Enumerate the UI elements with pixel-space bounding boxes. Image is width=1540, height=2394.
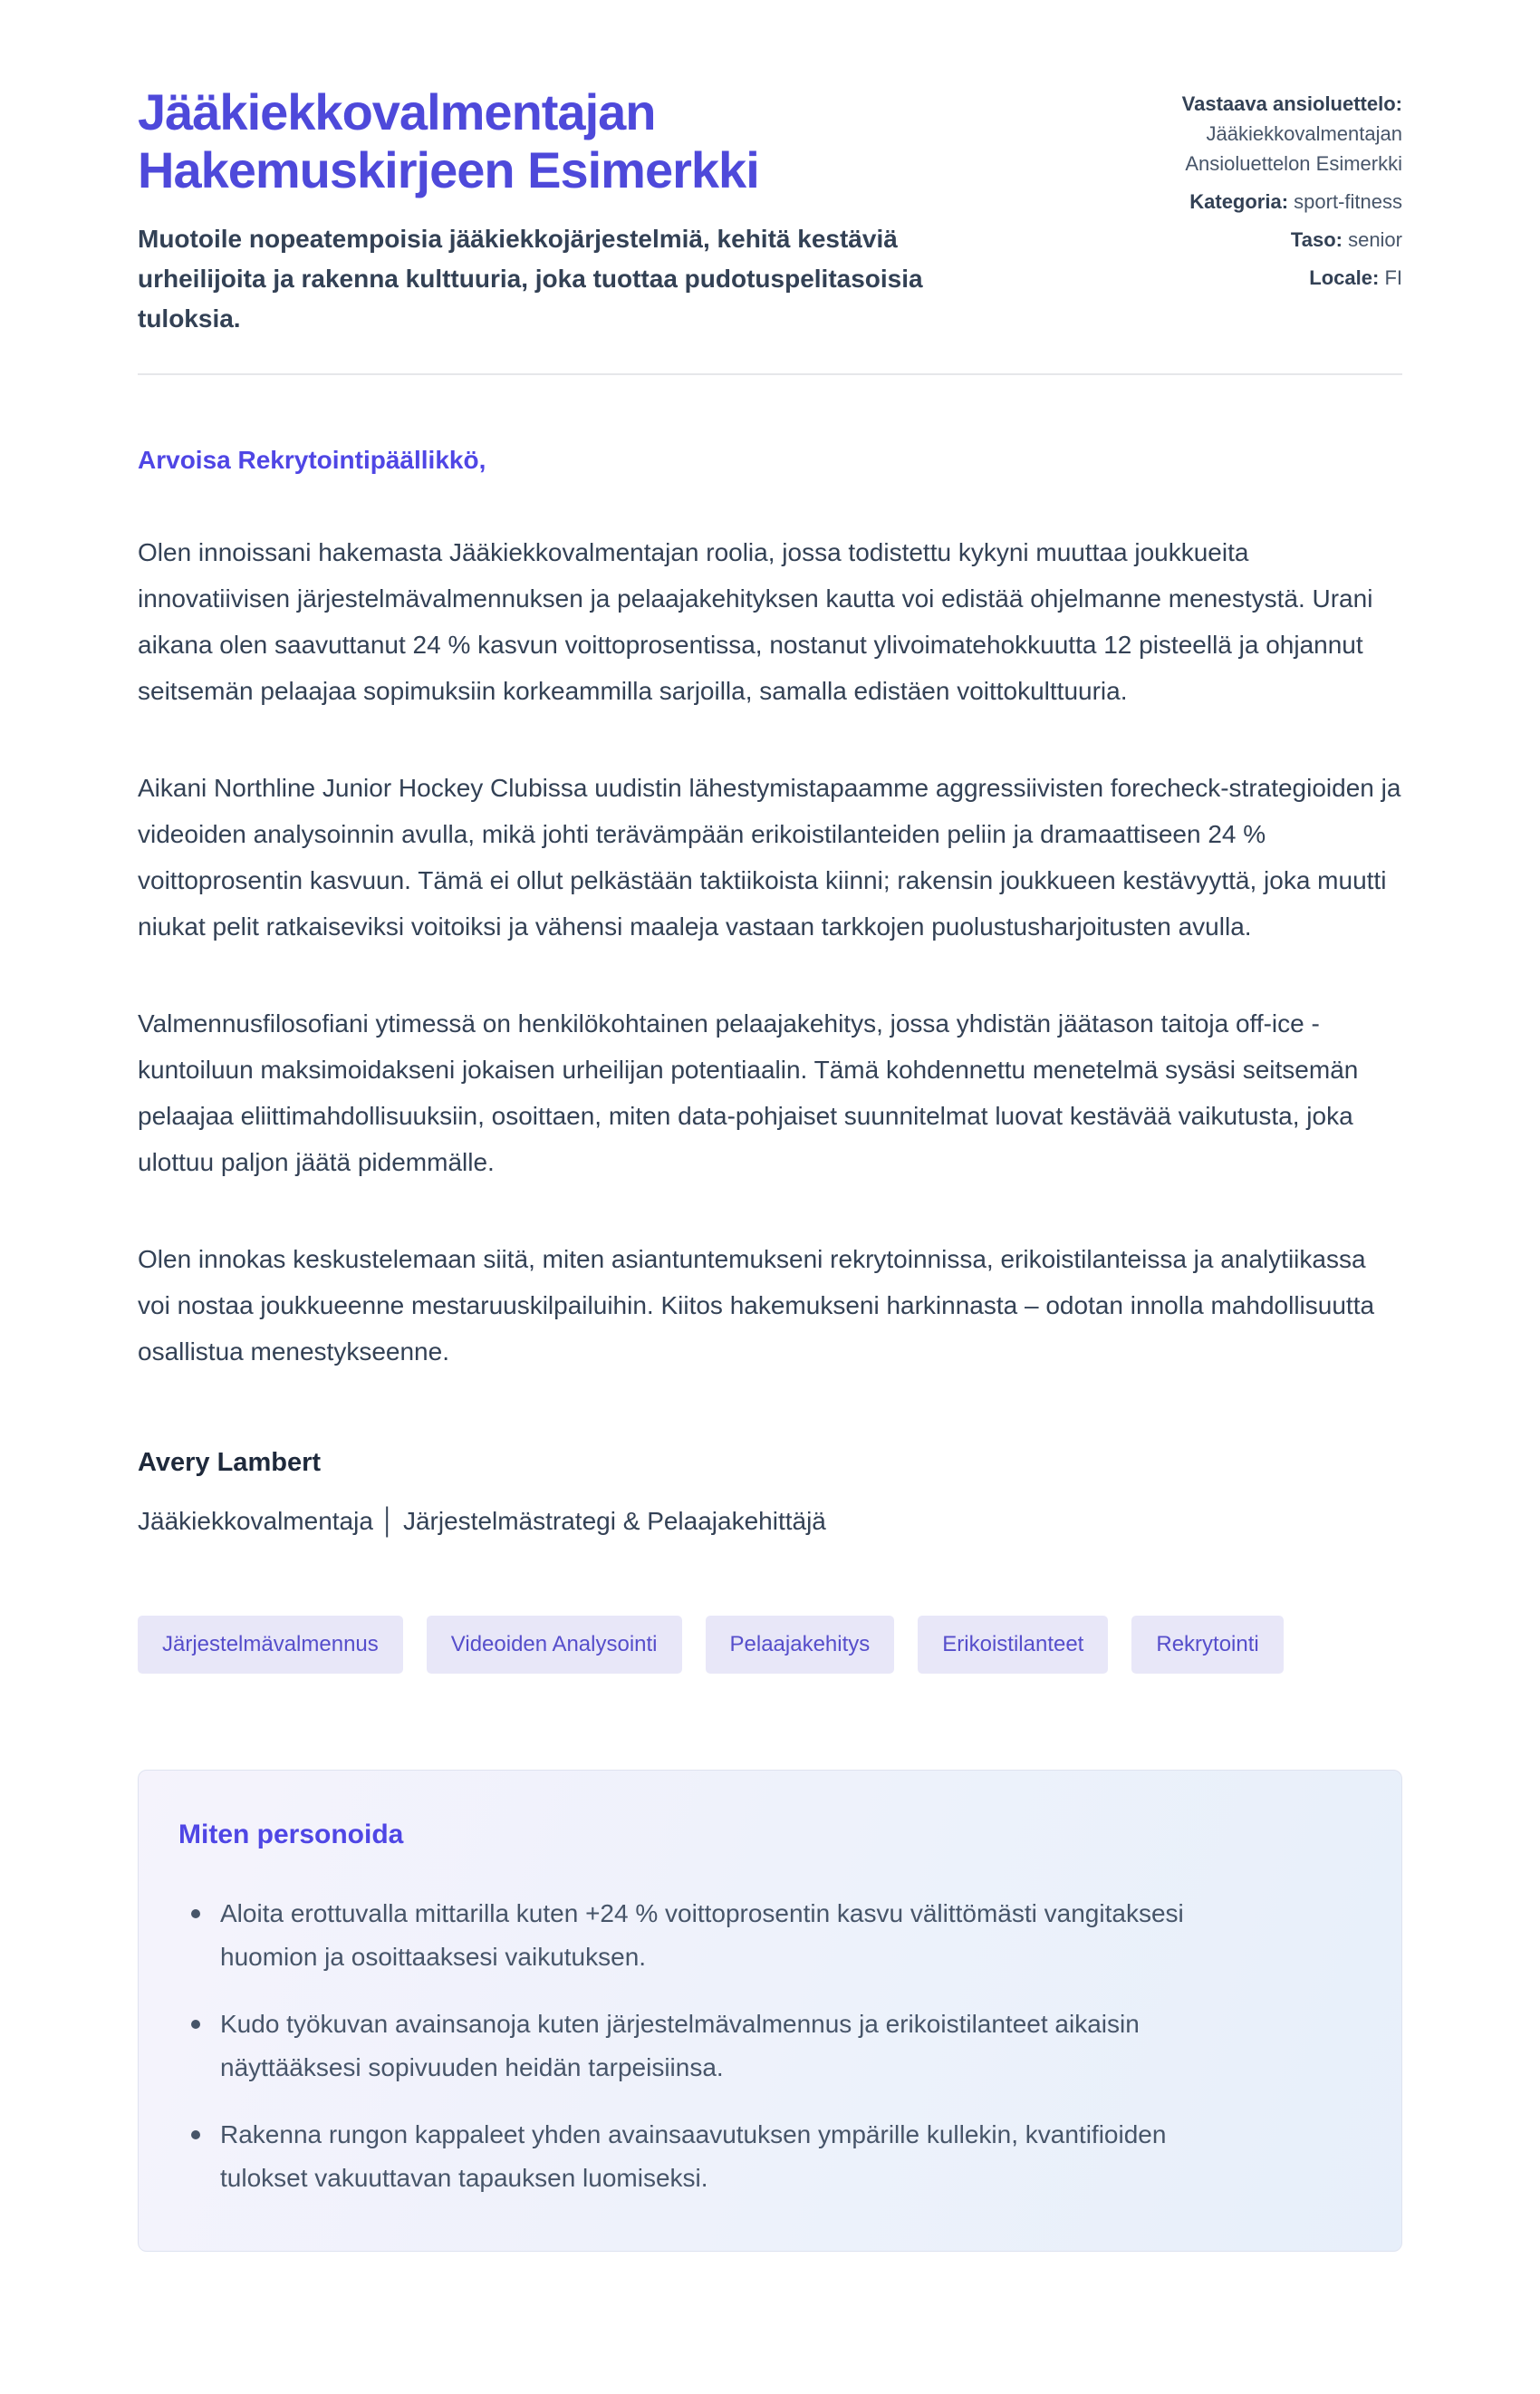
header-divider [138,373,1402,375]
metadata-panel [1103,89,1402,301]
tips-heading: Miten personoida [178,1820,404,1849]
tag-badge: Rekrytointi [1131,1616,1283,1674]
meta-resume-link[interactable]: Jääkiekkovalmentajan Ansioluettelon Esimerkki [1185,122,1402,175]
letter-paragraph: Olen innoissani hakemasta Jääkiekkovalmentajan roolia, jossa todistettu kykyni muuttaa joukkueita innovatiivisen järjestelmävalmennuksen ja pelaajakehityksen kautta voi edistää ohjelmanne menestystä. Urani aikana olen saavuttanut 24 % kasvun voittoprosentissa, nostanut ylivoimatehokkuutta 12 pisteellä ja ohjannut seitsemän pelaajaa sopimuksiin korkeammilla sarjoilla, samalla edistäen voittokulttuuria. [138,538,1373,705]
meta-locale-label: Locale: [1309,266,1385,289]
tag-badge: Videoiden Analysointi [427,1616,682,1674]
tips-list-item: Rakenna rungon kappaleet yhden avainsaavutuksen ympärille kullekin, kvantifioiden tulokset vakuuttavan tapauksen luomiseksi. [191,2113,1260,2200]
letter-paragraph: Aikani Northline Junior Hockey Clubissa uudistin lähestymistapaamme aggressiivisten forecheck-strategioiden ja videoiden analysoinnin avulla, mikä johti terävämpään erikoistilanteiden peliin ja dramaattiseen 24 % voittoprosentin kasvuun. Tämä ei ollut pelkästään taktiikoista kiinni; rakensin joukkueen kestävyyttä, joka muutti niukat pelit ratkaiseviksi voitoiksi ja vähensi maaleja vastaan tarkkojen puolustusharjoitusten avulla. [138,774,1401,941]
tag-badge: Erikoistilanteet [918,1616,1108,1674]
letter-paragraph: Olen innokas keskustelemaan siitä, miten asiantuntemukseni rekrytoinnissa, erikoistilanteissa ja analytiikassa voi nostaa joukkueenne mestaruuskilpailuihin. Kiitos hakemukseni harkinnasta – odotan innolla mahdollisuutta osallistua menestykseenne. [138,1245,1375,1366]
personalization-tips-box [138,1770,1402,2252]
meta-row-locale [1103,263,1402,293]
letter-body [138,444,1402,1541]
tips-list [178,1892,1360,2200]
meta-row-level [1103,225,1402,255]
meta-row-resume [1103,89,1402,179]
meta-resume-label: Vastaava ansioluettelo: [1181,92,1402,115]
meta-level-value: senior [1348,228,1402,251]
tag-badge: Järjestelmävalmennus [138,1616,403,1674]
page-subtitle: Muotoile nopeatempoisia jääkiekkojärjestelmiä, kehitä kestäviä urheilijoita ja rakenna kulttuuria, joka tuottaa pudotuspelitasoisia tuloksia. [138,225,923,333]
signature-name: Avery Lambert [138,1448,322,1477]
letter-greeting: Arvoisa Rekrytointipäällikkö, [138,446,486,474]
tips-list-item: Kudo työkuvan avainsanoja kuten järjestelmävalmennus ja erikoistilanteet aikaisin näyttääksesi sopivuuden heidän tarpeisiinsa. [191,2003,1260,2090]
page-title: Jääkiekkovalmentajan Hakemuskirjeen Esimerkki [138,83,759,198]
page-header [138,83,1402,339]
meta-locale-value: FI [1384,266,1402,289]
tips-list-item: Aloita erottuvalla mittarilla kuten +24 % voittoprosentin kasvu välittömästi vangitaksesi huomion ja osoittaaksesi vaikutuksen. [191,1892,1260,1979]
tag-badge: Pelaajakehitys [706,1616,895,1674]
header-title-block [138,83,1007,339]
meta-row-category [1103,187,1402,217]
signature-title: Jääkiekkovalmentaja │ Järjestelmästrategi & Pelaajakehittäjä [138,1507,826,1535]
letter-paragraph: Valmennusfilosofiani ytimessä on henkilökohtainen pelaajakehitys, jossa yhdistän jäätason taitoja off-ice -kuntoiluun maksimoidakseni jokaisen urheilijan potentiaalin. Tämä kohdennettu menetelmä sysäsi seitsemän pelaajaa eliittimahdollisuuksiin, osoittaen, miten data-pohjaiset suunnitelmat luovat kestävää vaikutusta, joka ulottuu paljon jäätä pidemmälle. [138,1009,1359,1176]
meta-category-label: Kategoria: [1189,190,1295,213]
meta-level-label: Taso: [1290,228,1349,251]
keyword-tags [138,1616,1402,1674]
meta-category-value: sport-fitness [1294,190,1402,213]
